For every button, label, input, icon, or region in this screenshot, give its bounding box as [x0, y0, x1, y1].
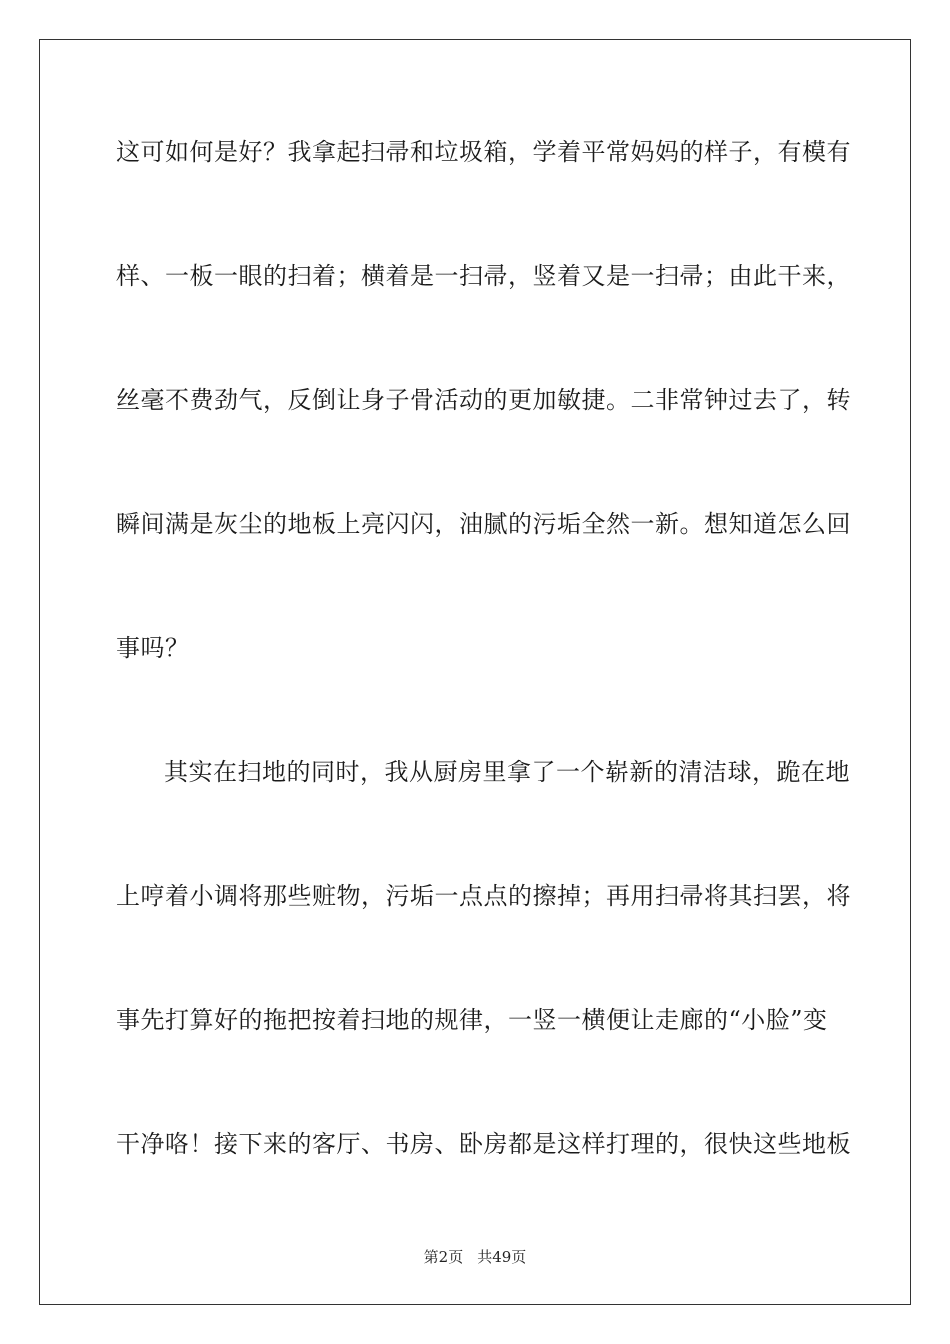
text-line-4: 瞬间满是灰尘的地板上亮闪闪，油腻的污垢全然一新。想知道怎么回: [116, 510, 851, 538]
page-number: 第2页: [423, 1248, 464, 1266]
text-line-5: 事吗？: [116, 634, 190, 662]
total-pages: 共49页: [477, 1248, 527, 1266]
text-line-2: 样、一板一眼的扫着；横着是一扫帚，竖着又是一扫帚；由此干来，: [116, 262, 851, 290]
text-line-9: 干净咯！接下来的客厅、书房、卧房都是这样打理的，很快这些地板: [116, 1130, 851, 1158]
text-line-3: 丝毫不费劲气，反倒让身子骨活动的更加敏捷。二非常钟过去了，转: [116, 386, 851, 414]
text-line-1: 这可如何是好？我拿起扫帚和垃圾箱，学着平常妈妈的样子，有模有: [116, 138, 851, 166]
page-footer: [0, 1246, 950, 1267]
text-line-8: 事先打算好的拖把按着扫地的规律，一竖一横便让走廊的“小脸”变: [116, 1006, 828, 1034]
text-line-7: 上哼着小调将那些赃物，污垢一点点的擦掉；再用扫帚将其扫罢，将: [116, 882, 851, 910]
document-body: [116, 127, 851, 1243]
paragraph-start-line: 其实在扫地的同时，我从厨房里拿了一个崭新的清洁球，跪在地: [164, 758, 850, 786]
